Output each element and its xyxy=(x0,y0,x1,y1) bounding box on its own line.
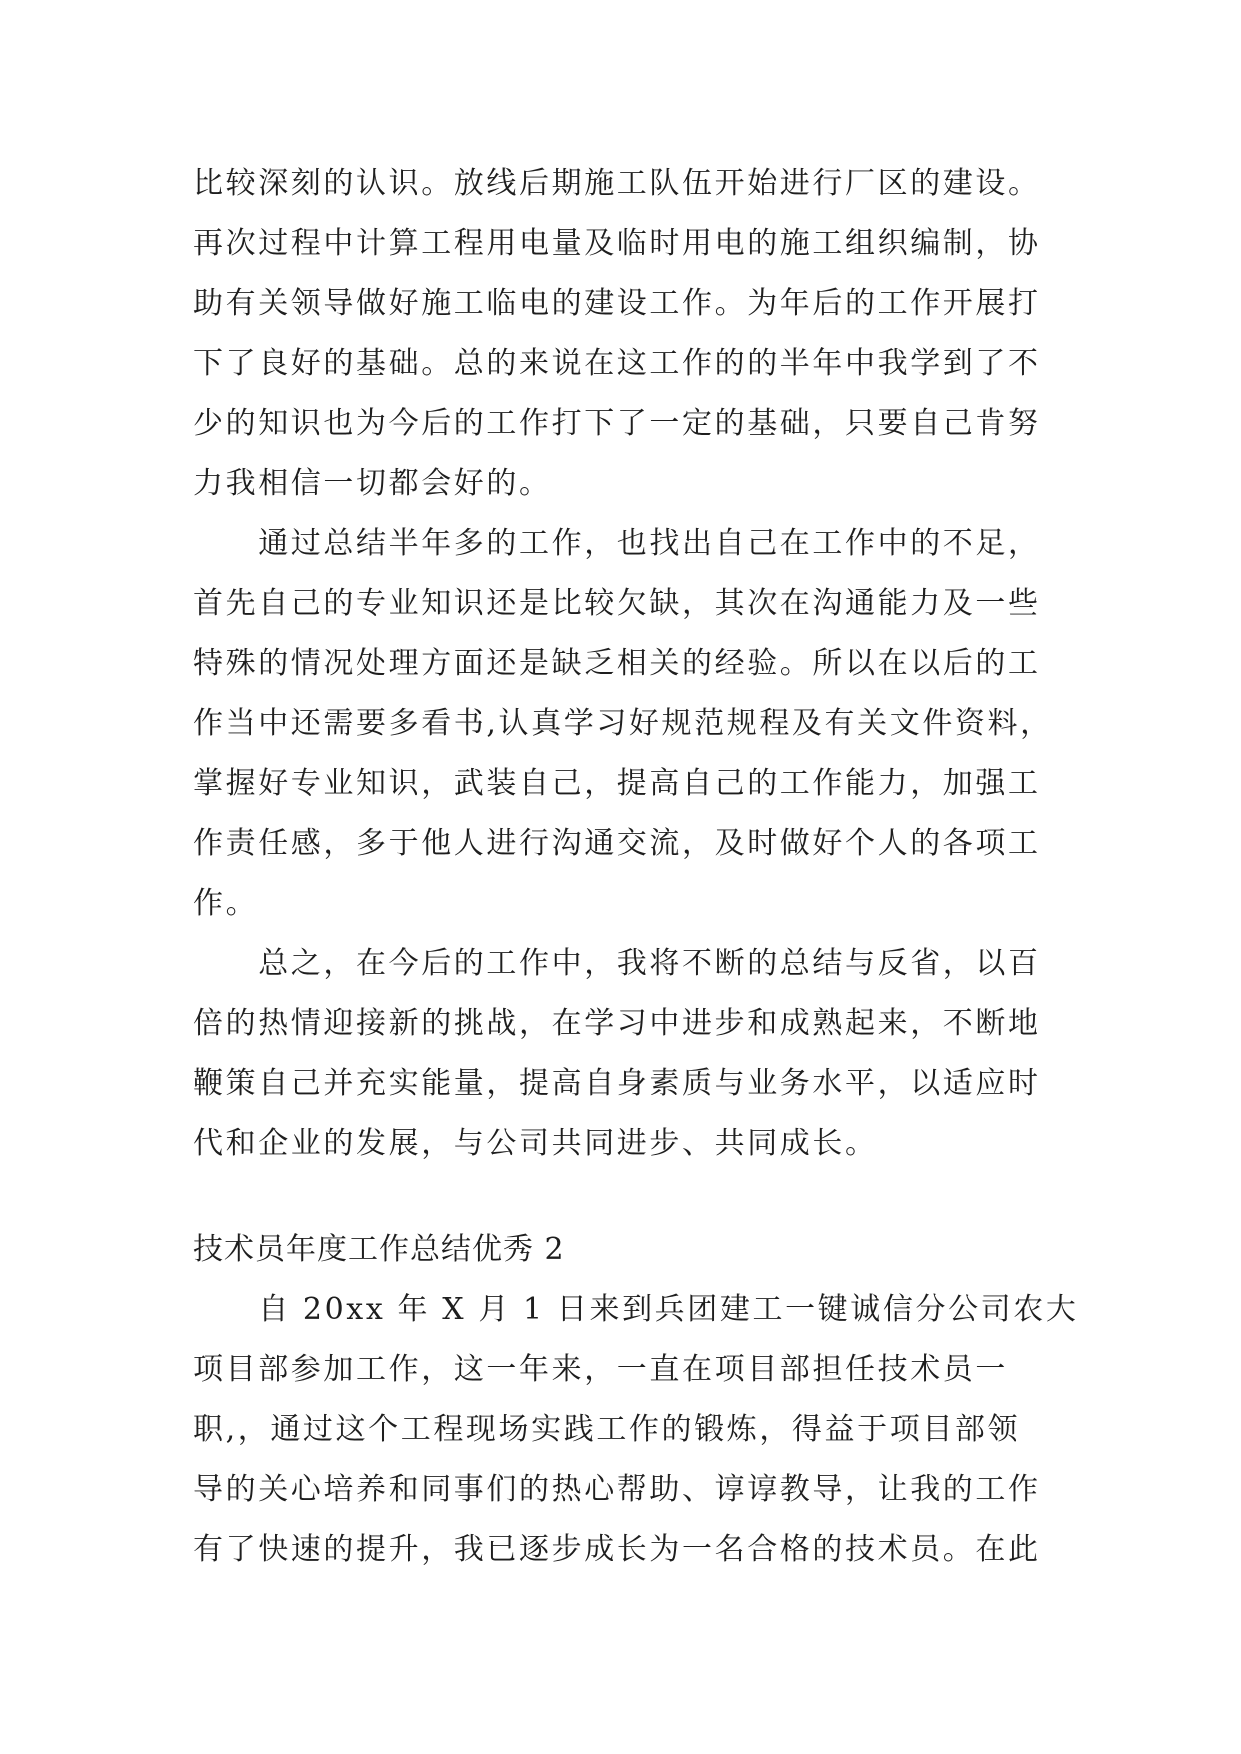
text-line-15: 倍的热情迎接新的挑战，在学习中进步和成熟起来，不断地 xyxy=(193,1006,1041,1041)
text-line-7: 通过总结半年多的工作，也找出自己在工作中的不足， xyxy=(193,526,1041,561)
text-line-1: 比较深刻的认识。放线后期施工队伍开始进行厂区的建设。 xyxy=(193,166,1041,201)
text-line-4: 下了良好的基础。总的来说在这工作的的半年中我学到了不 xyxy=(193,346,1041,381)
text-line-9: 特殊的情况处理方面还是缺乏相关的经验。所以在以后的工 xyxy=(193,646,1041,681)
text-line-8: 首先自己的专业知识还是比较欠缺，其次在沟通能力及一些 xyxy=(193,586,1041,621)
text-line-18: 自 20xx 年 X 月 1 日来到兵团建工一键诚信分公司农大 xyxy=(193,1292,1079,1327)
text-line-19: 项目部参加工作，这一年来，一直在项目部担任技术员一 xyxy=(193,1352,1008,1387)
text-line-11: 掌握好专业知识，武装自己，提高自己的工作能力，加强工 xyxy=(193,766,1041,801)
text-line-2: 再次过程中计算工程用电量及临时用电的施工组织编制，协 xyxy=(193,226,1041,261)
text-line-17: 代和企业的发展，与公司共同进步、共同成长。 xyxy=(193,1126,878,1161)
text-line-10: 作当中还需要多看书,认真学习好规范规程及有关文件资料， xyxy=(193,706,1053,741)
section-heading: 技术员年度工作总结优秀 2 xyxy=(193,1232,565,1267)
text-line-14: 总之，在今后的工作中，我将不断的总结与反省，以百 xyxy=(193,946,1041,981)
text-line-12: 作责任感，多于他人进行沟通交流，及时做好个人的各项工 xyxy=(193,826,1041,861)
text-line-3: 助有关领导做好施工临电的建设工作。为年后的工作开展打 xyxy=(193,286,1041,321)
text-line-21: 导的关心培养和同事们的热心帮助、谆谆教导，让我的工作 xyxy=(193,1472,1041,1507)
text-line-13: 作。 xyxy=(193,886,259,921)
text-line-5: 少的知识也为今后的工作打下了一定的基础，只要自己肯努 xyxy=(193,406,1041,441)
text-line-20: 职,，通过这个工程现场实践工作的锻炼，得益于项目部领 xyxy=(193,1412,1021,1447)
text-line-6: 力我相信一切都会好的。 xyxy=(193,466,552,501)
text-line-16: 鞭策自己并充实能量，提高自身素质与业务水平，以适应时 xyxy=(193,1066,1041,1101)
text-line-22: 有了快速的提升，我已逐步成长为一名合格的技术员。在此 xyxy=(193,1532,1041,1567)
